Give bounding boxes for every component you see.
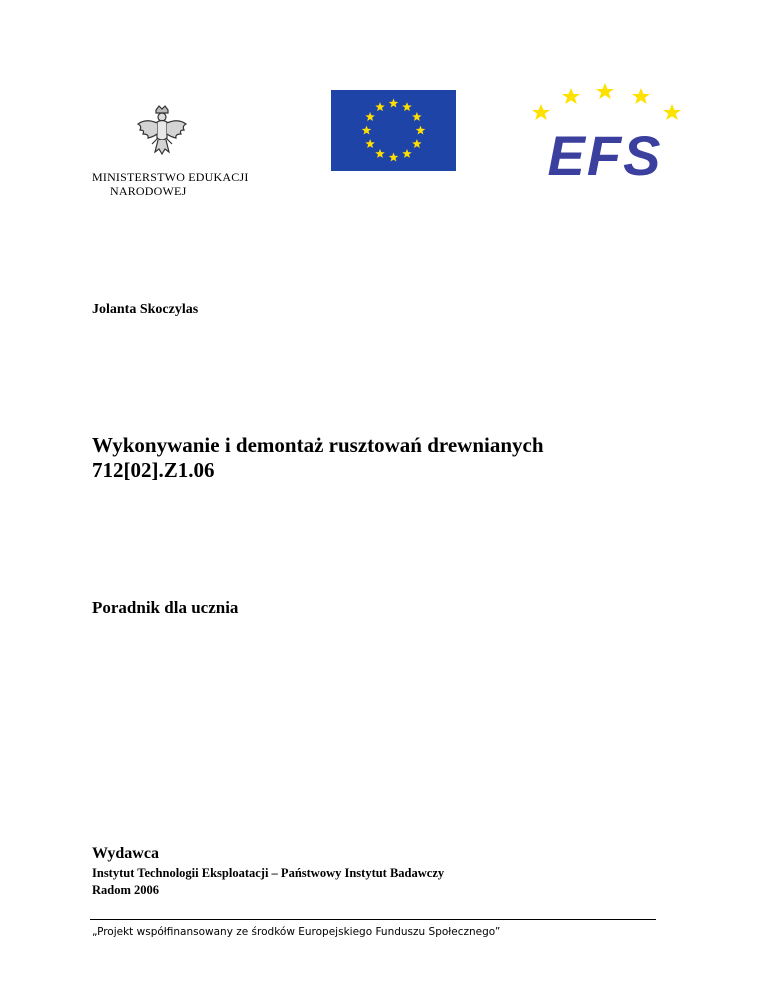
publisher-label: Wydawca [92,845,159,862]
ministry-line-1: MINISTERSTWO EDUKACJI [92,170,249,184]
author-name: Jolanta Skoczylas [92,302,199,317]
title-line-2: 712[02].Z1.06 [92,458,215,482]
ministry-name [92,170,249,198]
document-subtitle: Poradnik dla ucznia [92,598,239,617]
footer-divider [90,919,656,920]
title-line-1: Wykonywanie i demontaż rusztowań drewnianych [92,433,544,457]
footer-note: „Projekt współfinansowany ze środków Europejskiego Funduszu Społecznego” [92,926,501,938]
efs-logo-text: EFS [547,124,663,185]
eu-flag-icon [331,90,456,171]
ministry-line-2: NARODOWEJ [110,184,187,198]
publisher-name: Instytut Technologii Eksploatacji – Państwowy Instytut Badawczy [92,866,445,880]
publisher-place-year: Radom 2006 [92,883,160,897]
document-title [92,433,544,483]
efs-logo [525,82,685,185]
polish-eagle-icon [134,104,190,160]
